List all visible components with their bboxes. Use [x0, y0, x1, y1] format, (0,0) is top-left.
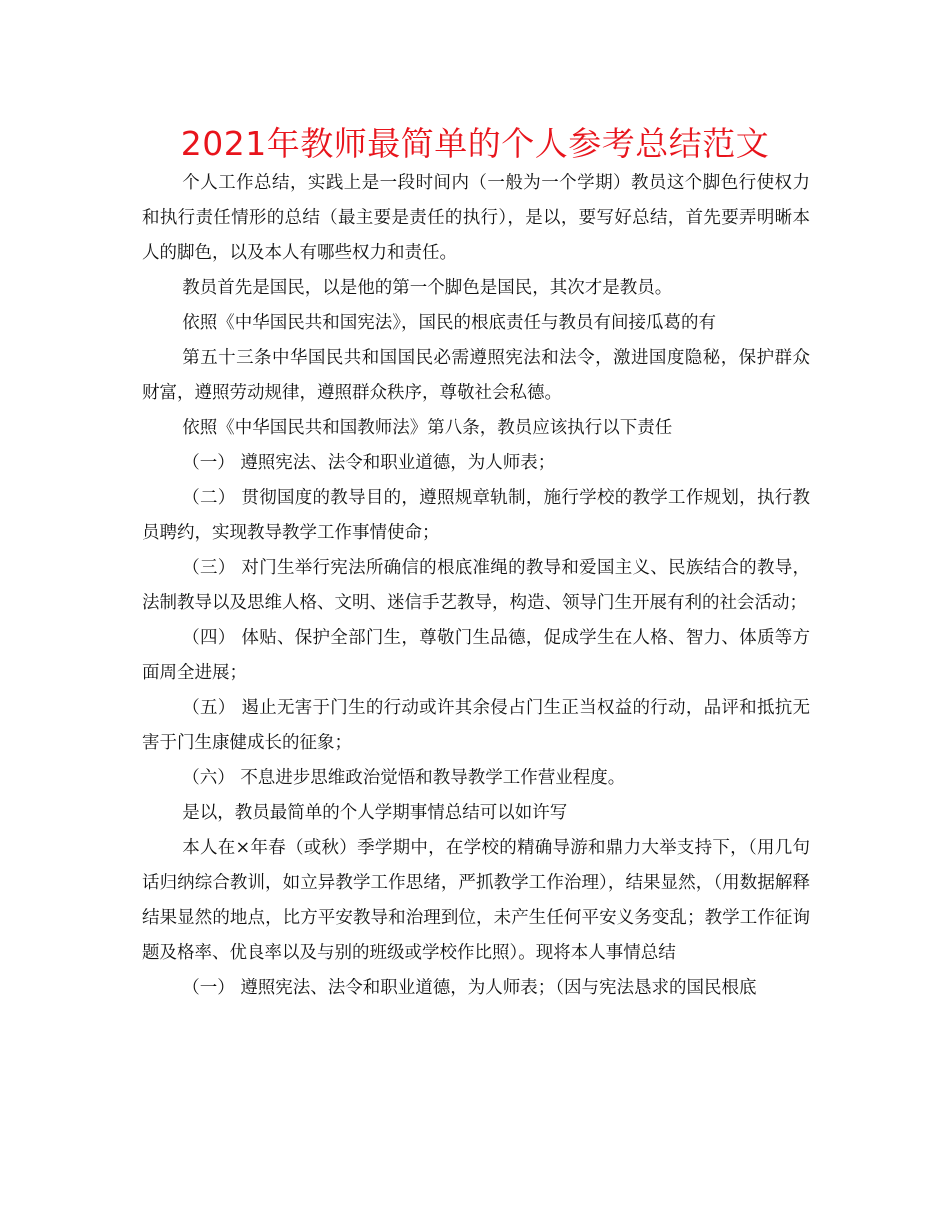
paragraph: 依照《中华国民共和国教师法》第八条，教员应该执行以下责任 [182, 418, 673, 438]
list-item: （三） 对门生举行宪法所确信的根底准绳的教导和爱国主义、民族结合的教导，法制教导以及思维人格、文明、迷信手艺教导，构造、领导门生开展有利的社会活动； [142, 558, 810, 613]
paragraph: 依照《中华国民共和国宪法》，国民的根底责任与教员有间接瓜葛的有 [182, 313, 716, 333]
paragraph: 个人工作总结，实践上是一段时间内（一般为一个学期）教员这个脚色行使权力和执行责任情形的总结（最主要是责任的执行），是以，要写好总结，首先要弄明晰本人的脚色，以及本人有哪些权力和责任。 [142, 173, 810, 263]
paragraph: 教员首先是国民，以是他的第一个脚色是国民，其次才是教员。 [182, 278, 673, 298]
list-item: （五） 遏止无害于门生的行动或许其余侵占门生正当权益的行动，品评和抵抗无害于门生康健成长的征象； [142, 698, 810, 753]
paragraph: 本人在×年春（或秋）季学期中，在学校的精确导游和鼎力大举支持下，（用几句话归纳综合教训，如立异教学工作思绪，严抓教学工作治理），结果显然，（用数据解释结果显然的地点，比方平安教导和治理到位，未产生任何平安义务变乱；教学工作征询题及格率、优良率以及与别的班级或学校作比照）。现将本人事情总结 [142, 838, 810, 963]
paragraph: 第五十三条中华国民共和国国民必需遵照宪法和法令，激进国度隐秘，保护群众财富，遵照劳动规律，遵照群众秩序，尊敬社会私德。 [142, 348, 810, 403]
list-item: （一） 遵照宪法、法令和职业道德，为人师表；（因与宪法恳求的国民根底 [182, 978, 757, 998]
list-item: （二） 贯彻国度的教导目的，遵照规章轨制，施行学校的教学工作规划，执行教员聘约，实现教导教学工作事情使命； [142, 488, 810, 543]
document-title: 2021年教师最简单的个人参考总结范文 [180, 124, 770, 163]
paragraph: 是以，教员最简单的个人学期事情总结可以如许写 [182, 803, 568, 823]
list-item: （六） 不息进步思维政治觉悟和教导教学工作营业程度。 [182, 768, 626, 788]
list-item: （一） 遵照宪法、法令和职业道德，为人师表； [182, 453, 556, 473]
document-body [142, 166, 810, 1006]
list-item: （四） 体贴、保护全部门生，尊敬门生品德，促成学生在人格、智力、体质等方面周全进展； [142, 628, 810, 683]
